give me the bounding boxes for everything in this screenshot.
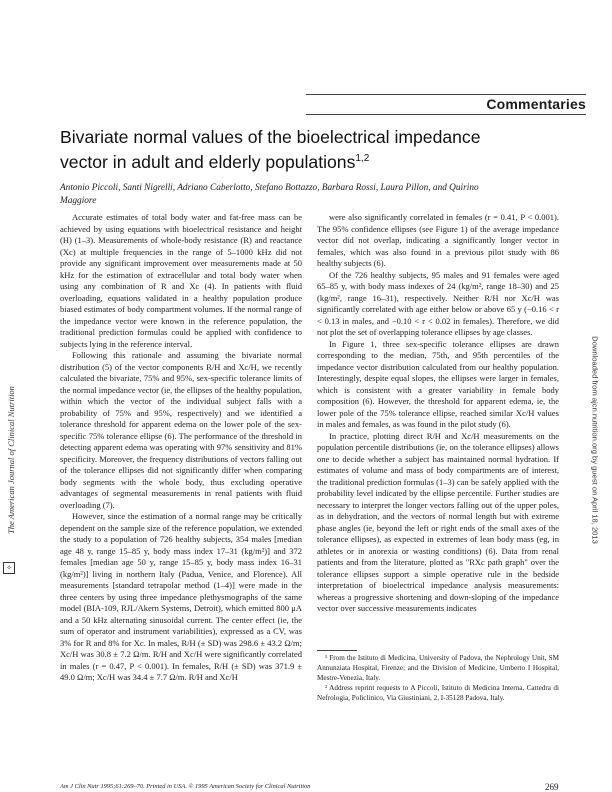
section-heading: Commentaries (486, 96, 586, 112)
paragraph: Following this rationale and assuming the bivariate normal distribution (5) of the vector components R/H and Xc/H, we recently calculated the bivariate, 75% and 95%, sex-specific tolerance limits of the normal impedance vector (ie, the ellipses of the healthy population, within which the vector of the individual subject falls with a probability of 75% and 95%, respectively) and we identified a tolerance threshold for apparent edema on the lower pole of the sex-specific 75% tolerance ellipse (6). The performance of the threshold in detecting apparent edema was operating with 97% sensitivity and 81% specificity. Moreover, the frequency distributions of vectors falling out of the tolerance ellipses did not significantly differ when comparing body segments with the whole body, thus excluding operative advantages of segmental measurements in renal patients with fluid overloading (7). (60, 350, 302, 510)
header-rule-top (306, 94, 586, 95)
paragraph: However, since the estimation of a normal range may be critically dependent on the sample size of the reference population, we extended the study to a population of 726 healthy subjects, 354 males [median age 48 y, range 15–85 y, body mass index 17–31 (kg/m²)] and 372 females [median age 50 y, range 15–85 y, body mass index 16–31 (kg/m²)] living in northern Italy (Padua, Venice, and Florence). All measurements [standard tetrapolar method (1–4)] were made in the three centers by using three impedance plethysmographs of the same model (BIA-109, RJL/Akern Systems, Detroit), which emitted 800 μA and a 50 kHz alternating sinusoidal current. The center effect (ie, the sum of operator and instrument variabilities), expressed as a CV, was 3% for R and 8% for Xc. In males, R/H (± SD) was 298.6 ± 43.2 Ω/m; Xc/H was 30.8 ± 7.2 Ω/m. R/H and Xc/H were significantly correlated in males (r = 0.47, P < 0.001). In females, R/H (± SD) was 371.9 ± 49.0 Ω/m; Xc/H was 34.4 ± 7.7 Ω/m. R/H and Xc/H (60, 511, 302, 682)
body-column-left (60, 212, 302, 772)
paragraph: In Figure 1, three sex-specific tolerance ellipses are drawn corresponding to the median, 75th, and 95th percentiles of the impedance vector distribution calculated from our healthy population. Interestingly, despite equal slopes, the ellipses were larger in females, which is consistent with a greater variability in female body composition (6). However, the threshold for apparent edema, ie, the lower pole of the 75% tolerance ellipse, reached similar Xc/H values in males and females, as was found in the pilot study (6). (317, 338, 559, 429)
paragraph: Accurate estimates of total body water and fat-free mass can be achieved by using equations with bioelectrical resistance and height (H) (1–3). Measurements of whole-body resistance (R) and reactance (Xc) at multiple frequencies in the range of 5–1000 kHz did not provide any significant improvement over measurements made at 50 kHz for the estimation of extracellular and total body water when using any combination of R and Xc (4). In patients with fluid overloading, equations validated in a healthy population produce biased estimates of body compartment volumes. If the normal range of the impedance vector were known in the reference population, the traditional prediction formulas could be applied with confidence to subjects lying in the reference interval. (60, 212, 302, 349)
article-title-text: Bivariate normal values of the bioelectrical impedance vector in adult and elderly populations (60, 127, 481, 172)
footnote-rule (317, 650, 357, 651)
body-column-right (317, 212, 559, 642)
page-number: 269 (545, 782, 559, 792)
header-rule-bottom (306, 114, 586, 115)
footnotes (317, 654, 559, 705)
author-list: Antonio Piccoli, Santi Nigrelli, Adriano Caberlotto, Stefano Bottazzo, Barbara Rossi, Laura Pillon, and Quirino Maggiore (60, 183, 479, 206)
footnote: ¹ From the Istituto di Medicina, University of Padova, the Nephrology Unit, SM Annunziata Hospital, Firenze; and the Division of Medicine, Umberto I Hospital, Mestre-Venezia, Italy. (317, 654, 559, 682)
page-footer-citation: Am J Clin Nutr 1995;61:269–70. Printed in USA. © 1995 American Society for Clinical Nutrition (60, 783, 311, 790)
paragraph: In practice, plotting direct R/H and Xc/H measurements on the population percentile distributions (ie, on the tolerance ellipses) allows one to decide whether a subject has maintained normal hydration. If estimates of volume and mass of body compartments are of interest, the traditional prediction formulas (1–3) can be safely applied with the probability level indicated by the ellipse percentile. Further studies are necessary to interpret the longer vectors falling out of the upper poles, as in dehydration, and the vectors of normal length but with extreme phase angles (ie, beyond the left or right ends of the small axes of the tolerance ellipses), as expected in extremes of lean body mass (eg, in athletes or in anorexia or wasting conditions) (6). Data from renal patients and from the literature, plotted as "RXc path graph" over the tolerance ellipses support a simple operative rule in the bedside interpretation of bioelectrical impedance analysis measurements: whereas a progressive shortening and down-sloping of the impedance vector over successive measurements indicates (317, 430, 559, 613)
paragraph: Of the 726 healthy subjects, 95 males and 91 females were aged 65–85 y, with body mass indexes of 24 (kg/m², range 18–30) and 25 (kg/m², range 16–31), respectively. Neither R/H nor Xc/H was significantly correlated with age either below or above 65 y (−0.16 < r < 0.13 in males, and −0.10 < r < 0.02 in females). Therefore, we did not plot the set of overlapping tolerance ellipses by age classes. (317, 269, 559, 337)
footnote: ² Address reprint requests to A Piccoli, Istituto di Medicina Interna, Cattedra di Nefrologia, Policlinico, Via Giustiniani, 2, I-35128 Padova, Italy. (317, 684, 559, 703)
paragraph: were also significantly correlated in females (r = 0.41, P < 0.001). The 95% confidence ellipses (see Figure 1) of the average impedance vector did not overlap, indicating a significantly longer vector in females, which was also found in a previous pilot study with 86 healthy subjects (6). (317, 212, 559, 268)
journal-logo-icon: ✧ (3, 562, 15, 574)
download-watermark[interactable]: Downloaded from ajcn.nutrition.org by guest on April 18, 2013 (590, 336, 600, 544)
article-title (60, 127, 500, 173)
title-footnote-markers: 1,2 (355, 153, 370, 164)
journal-margin-title: The American Journal of Clinical Nutrition (6, 386, 16, 534)
